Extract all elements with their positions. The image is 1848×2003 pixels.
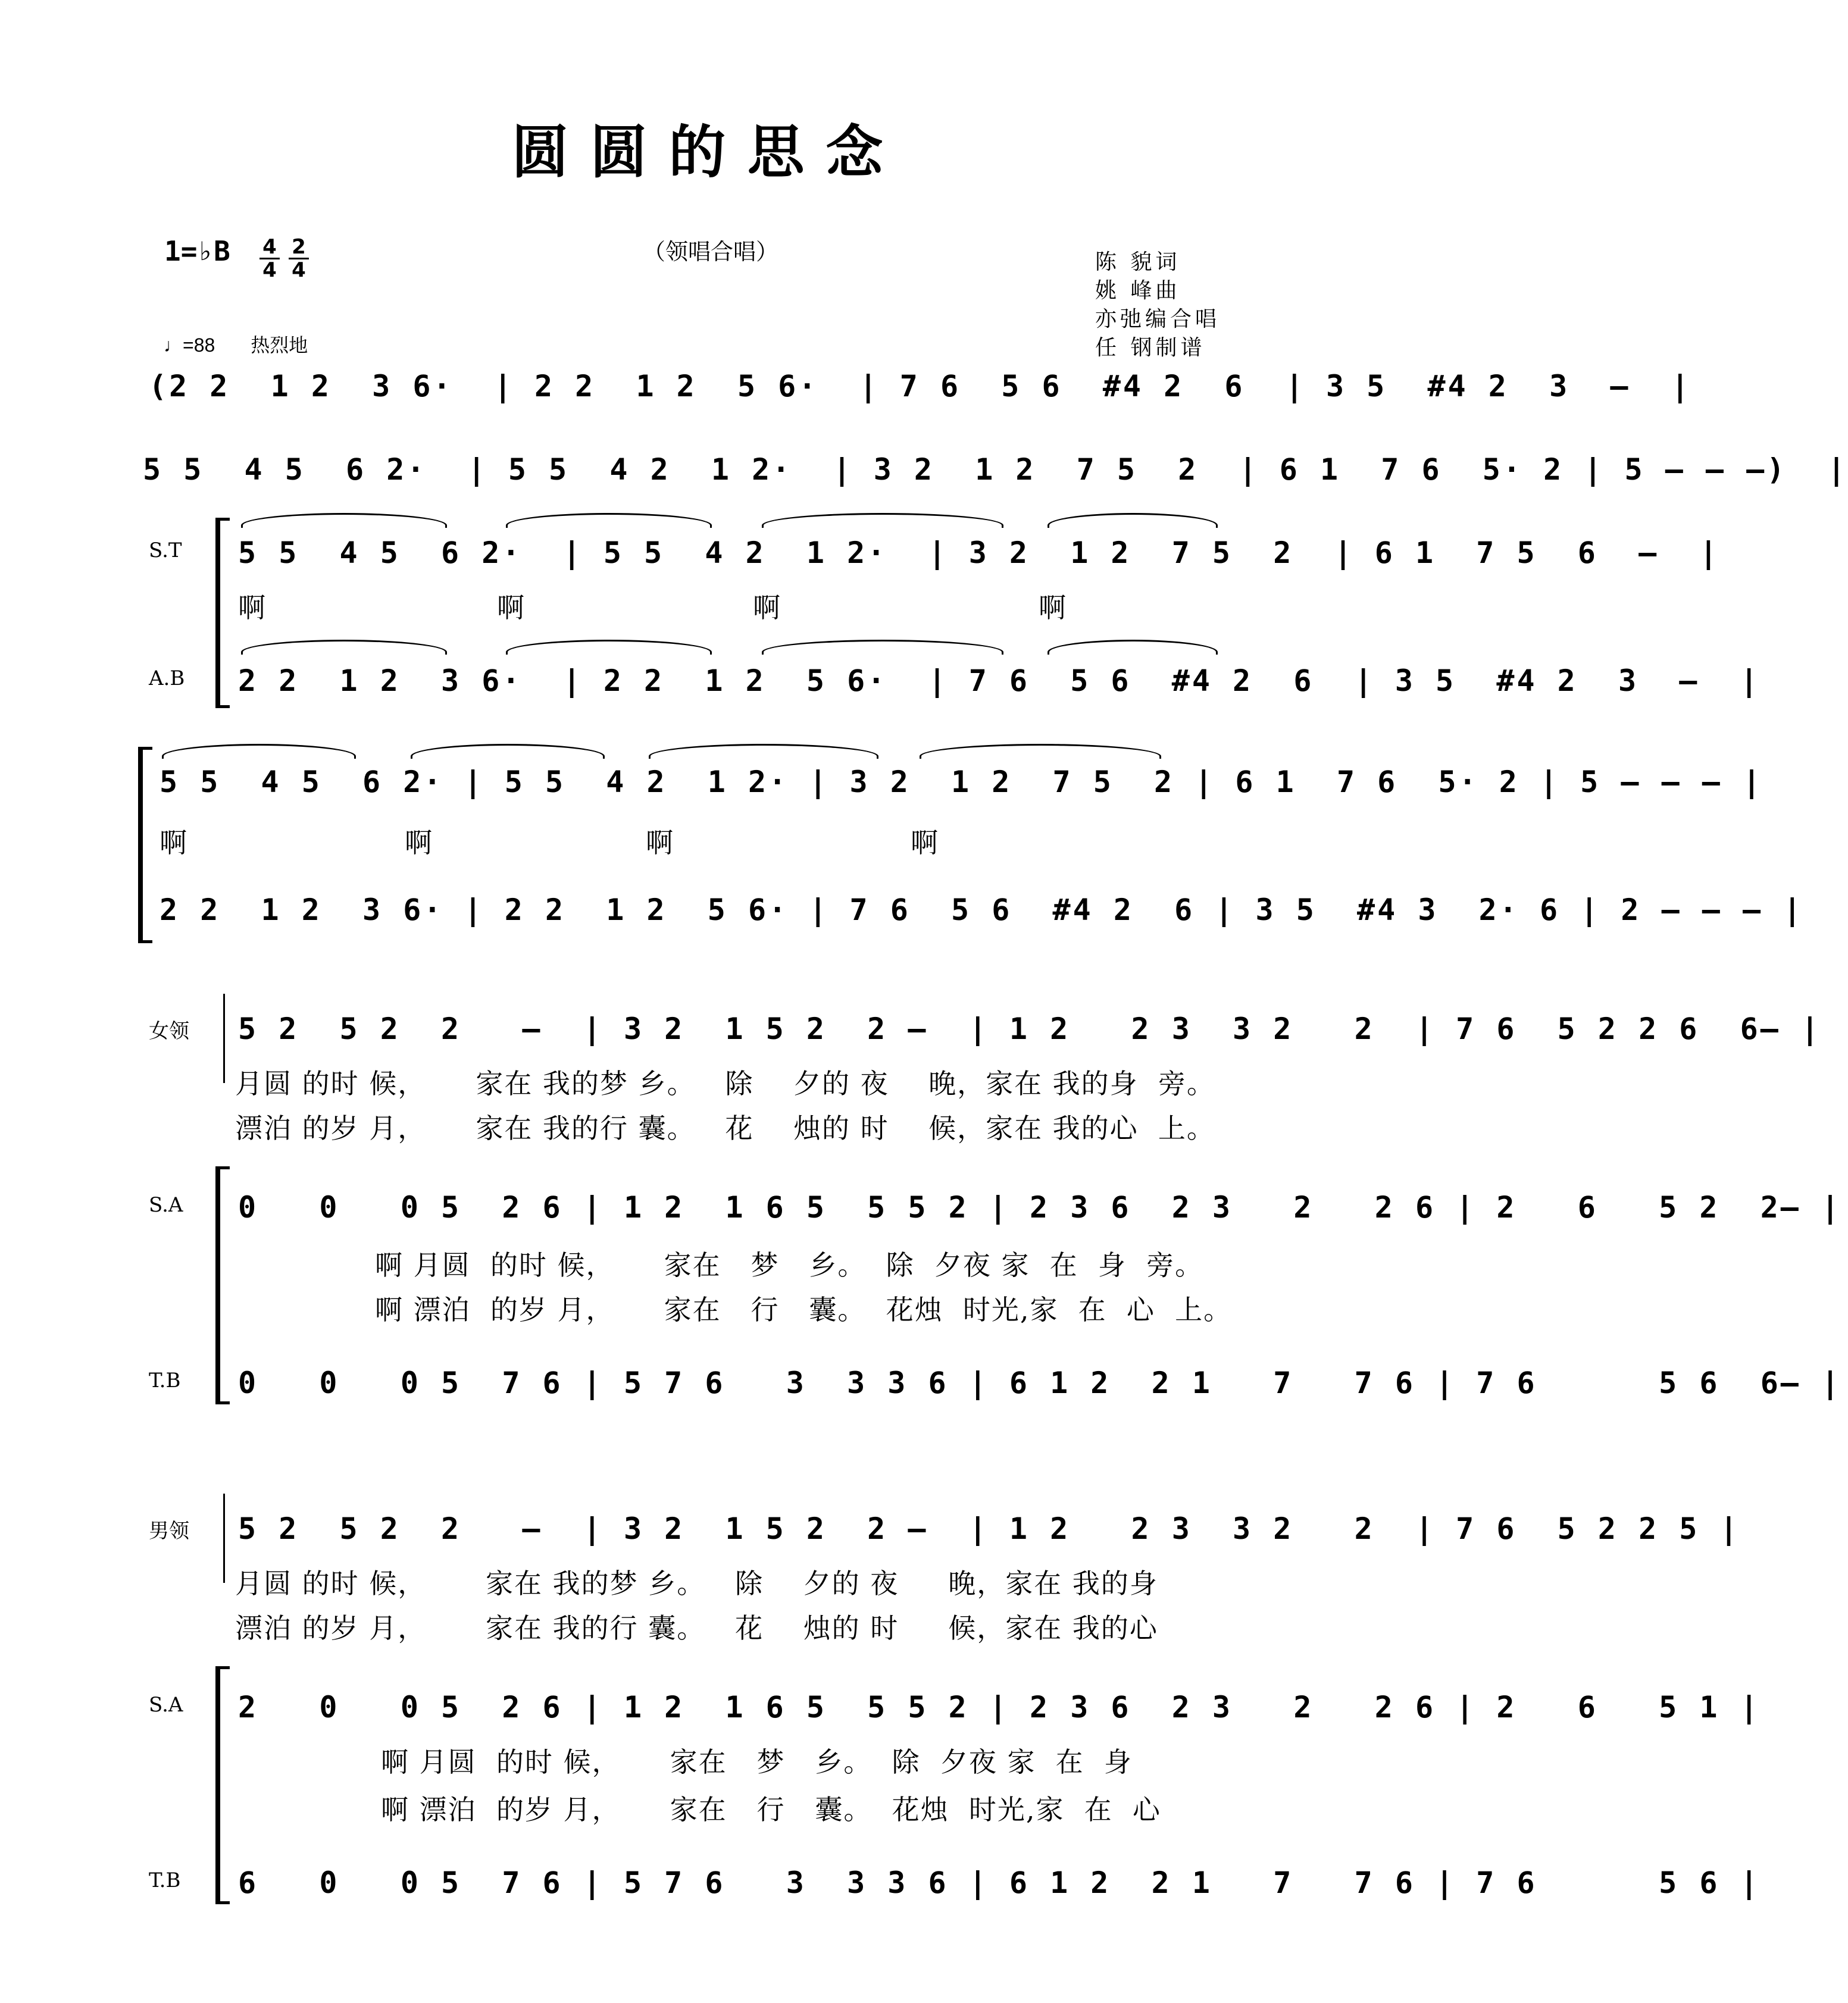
time-signature-2-4 (289, 237, 309, 280)
slur (241, 640, 447, 655)
tempo-marking (164, 330, 308, 358)
time-sig-top: 2 (292, 235, 306, 259)
lyric-ah: 啊 (405, 827, 433, 859)
staff-ab: 2 2 1 2 3 6· | 2 2 1 2 5 6· | 7 6 5 6 #4 2 6 | 3 5 #4 2 3 – | (238, 664, 1761, 698)
credit-arranger: 亦弛编合唱 (1095, 307, 1221, 331)
label-female-lead: 女领 (149, 1019, 189, 1043)
tempo-value: ♩=88 (164, 334, 215, 356)
label-tb: T.B (149, 1869, 181, 1892)
label-st: S.T (149, 539, 182, 562)
intro-row-1: (2 2 1 2 3 6· | 2 2 1 2 5 6· | 7 6 5 6 #4 2 6 | 3 5 #4 2 3 – | (149, 369, 1691, 403)
staff-sa: 0 0 0 5 2 6 | 1 2 1 6 5 5 5 2 | 2 3 6 2 3 2 2 6 | 2 6 5 2 2– | (238, 1190, 1842, 1225)
lyric-ah: 啊 (160, 827, 188, 859)
lyric-ah: 啊 (497, 591, 526, 624)
slur (506, 513, 712, 528)
time-sig-bottom: 4 (292, 258, 306, 282)
staff-upper: 5 5 4 5 6 2· | 5 5 4 2 1 2· | 3 2 1 2 7 5 2 | 6 1 7 6 5· 2 | 5 – – – | (160, 765, 1763, 799)
staff-tb: 0 0 0 5 7 6 | 5 7 6 3 3 3 6 | 6 1 2 2 1 7 7 6 | 7 6 5 6 6– | (238, 1366, 1842, 1400)
lyric-ah: 啊 (646, 827, 674, 859)
label-tb: T.B (149, 1369, 181, 1392)
lyric-ah: 啊 (753, 591, 781, 624)
slur (241, 513, 447, 528)
slur (920, 744, 1161, 759)
lyric-verse-1: 啊 月圆 的时 候， 家在 梦 乡。 除 夕夜 家 在 身 (381, 1746, 1133, 1778)
time-sig-top: 4 (262, 235, 277, 259)
slur (762, 640, 1003, 655)
lyric-verse-2: 啊 漂泊 的岁 月， 家在 行 囊。 花烛 时光,家 在 心 上。 (375, 1294, 1233, 1326)
key-signature: 1=♭B (164, 235, 230, 267)
label-sa: S.A (149, 1193, 183, 1217)
system-bracket (215, 1666, 220, 1904)
system-bracket (138, 747, 143, 943)
label-male-lead: 男领 (149, 1519, 189, 1543)
staff-tb: 6 0 0 5 7 6 | 5 7 6 3 3 3 6 | 6 1 2 2 1 7 7 6 | 7 6 5 6 | (238, 1866, 1761, 1900)
system-bracket (215, 1166, 220, 1404)
system-bracket (215, 518, 220, 708)
slur (411, 744, 605, 759)
intro-row-2: 5 5 4 5 6 2· | 5 5 4 2 1 2· | 3 2 1 2 7 5 2 | 6 1 7 6 5· 2 | 5 – – –) | (143, 452, 1848, 487)
slur (1047, 513, 1218, 528)
lyric-verse-1: 月圆 的时 候， 家在 我的梦 乡。 除 夕的 夜 晚，家在 我的身 (235, 1567, 1158, 1600)
staff-female-lead: 5 2 5 2 2 – | 3 2 1 5 2 2 – | 1 2 2 3 3 2 2 | 7 6 5 2 2 6 6– | (238, 1012, 1821, 1046)
lyric-verse-1: 啊 月圆 的时 候， 家在 梦 乡。 除 夕夜 家 在 身 旁。 (375, 1249, 1204, 1281)
expression-marking: 热烈地 (251, 334, 308, 356)
staff-sa: 2 0 0 5 2 6 | 1 2 1 6 5 5 5 2 | 2 3 6 2 3 2 2 6 | 2 6 5 1 | (238, 1690, 1761, 1725)
lyric-ah: 啊 (238, 591, 267, 624)
lyric-verse-2: 啊 漂泊 的岁 月， 家在 行 囊。 花烛 时光,家 在 心 (381, 1794, 1161, 1826)
slur (762, 513, 1003, 528)
credit-lyricist: 陈 貌词 (1095, 250, 1181, 274)
slur (1047, 640, 1218, 655)
staff-lower: 2 2 1 2 3 6· | 2 2 1 2 5 6· | 7 6 5 6 #4 2 6 | 3 5 #4 3 2· 6 | 2 – – – | (160, 893, 1804, 927)
lyric-ah: 啊 (911, 827, 939, 859)
slur (162, 744, 356, 759)
credit-engraver: 任 钢制谱 (1095, 336, 1206, 360)
label-sa: S.A (149, 1693, 183, 1717)
credit-composer: 姚 峰曲 (1095, 278, 1181, 303)
staff-st: 5 5 4 5 6 2· | 5 5 4 2 1 2· | 3 2 1 2 7 5 2 | 6 1 7 5 6 – | (238, 536, 1720, 570)
lyric-ah: 啊 (1039, 591, 1067, 624)
time-sig-bottom: 4 (262, 258, 277, 282)
lyric-verse-1: 月圆 的时 候， 家在 我的梦 乡。 除 夕的 夜 晚，家在 我的身 旁。 (235, 1068, 1215, 1100)
slur (506, 640, 712, 655)
lyric-verse-2: 漂泊 的岁 月， 家在 我的行 囊。 花 烛的 时 候，家在 我的心 上。 (235, 1112, 1215, 1144)
lyric-verse-2: 漂泊 的岁 月， 家在 我的行 囊。 花 烛的 时 候，家在 我的心 (235, 1612, 1158, 1644)
staff-male-lead: 5 2 5 2 2 – | 3 2 1 5 2 2 – | 1 2 2 3 3 2 2 | 7 6 5 2 2 5 | (238, 1511, 1740, 1546)
time-signature-4-4 (259, 237, 280, 280)
slur (649, 744, 878, 759)
subtitle: （领唱合唱） (643, 239, 779, 265)
page-title: 圆圆的思念 (511, 118, 905, 186)
label-ab: A.B (149, 666, 185, 690)
barline (223, 994, 225, 1083)
barline (223, 1494, 225, 1583)
